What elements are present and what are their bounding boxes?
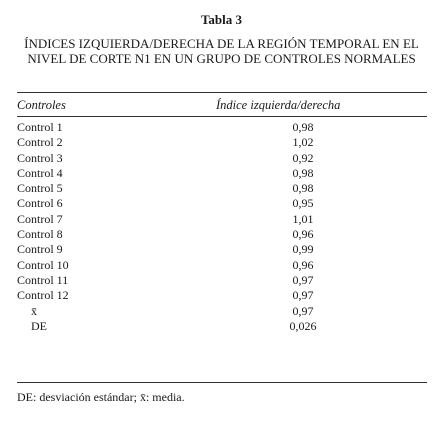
bottom-rule [17, 382, 427, 383]
row-value: 0,95 [292, 196, 314, 211]
mean-label: x̄ [31, 303, 37, 318]
table-row [17, 196, 427, 211]
row-value: 0,92 [292, 150, 314, 165]
row-label: Control 8 [17, 227, 63, 242]
row-label: Control 2 [17, 135, 63, 150]
row-value: 0,97 [292, 272, 314, 287]
table-row [17, 242, 427, 257]
table-caption: ÍNDICES IZQUIERDA/DERECHA DE LA REGIÓN TEMPORAL EN EL NIVEL DE CORTE N1 EN UN GRUPO DE CONTROLES NORMALES [24, 36, 419, 66]
header-rule [17, 116, 427, 117]
row-label: Control 1 [17, 120, 63, 134]
table-footnote: DE: desviación estándar; x̄: media. [17, 390, 185, 404]
row-label: Control 10 [17, 257, 69, 272]
sd-row [17, 319, 427, 334]
table-row [17, 212, 427, 227]
header-index: Índice izquierda/derecha [216, 98, 341, 112]
top-rule [17, 92, 427, 93]
table-row [17, 273, 427, 288]
row-value: 0,98 [292, 165, 314, 180]
table-row [17, 151, 427, 166]
row-label: Control 4 [17, 165, 63, 180]
mean-value: 0,97 [292, 303, 314, 318]
table-title: Tabla 3 [200, 12, 243, 27]
row-value: 1,01 [292, 211, 314, 226]
row-value: 0,98 [292, 120, 314, 134]
table-body [17, 120, 427, 334]
row-label: Control 3 [17, 150, 63, 165]
row-value: 0,96 [292, 227, 314, 242]
row-label: Control 9 [17, 242, 63, 257]
row-value: 0,98 [292, 181, 314, 196]
sd-value: 0,026 [289, 318, 317, 333]
row-value: 0,97 [292, 288, 314, 303]
table-row [17, 227, 427, 242]
mean-row [17, 304, 427, 319]
table-row [17, 166, 427, 181]
row-label: Control 11 [17, 272, 69, 287]
table-row [17, 181, 427, 196]
row-value: 0,96 [292, 257, 314, 272]
row-label: Control 5 [17, 181, 63, 196]
row-label: Control 6 [17, 196, 63, 211]
sd-label: DE [31, 318, 47, 333]
row-label: Control 7 [17, 211, 63, 226]
row-label: Control 12 [17, 288, 69, 303]
row-value: 0,99 [292, 242, 314, 257]
table-row [17, 120, 427, 135]
table-row [17, 135, 427, 150]
row-value: 1,02 [292, 135, 314, 150]
table-row [17, 288, 427, 303]
table-row [17, 258, 427, 273]
header-controls: Controles [17, 98, 66, 112]
